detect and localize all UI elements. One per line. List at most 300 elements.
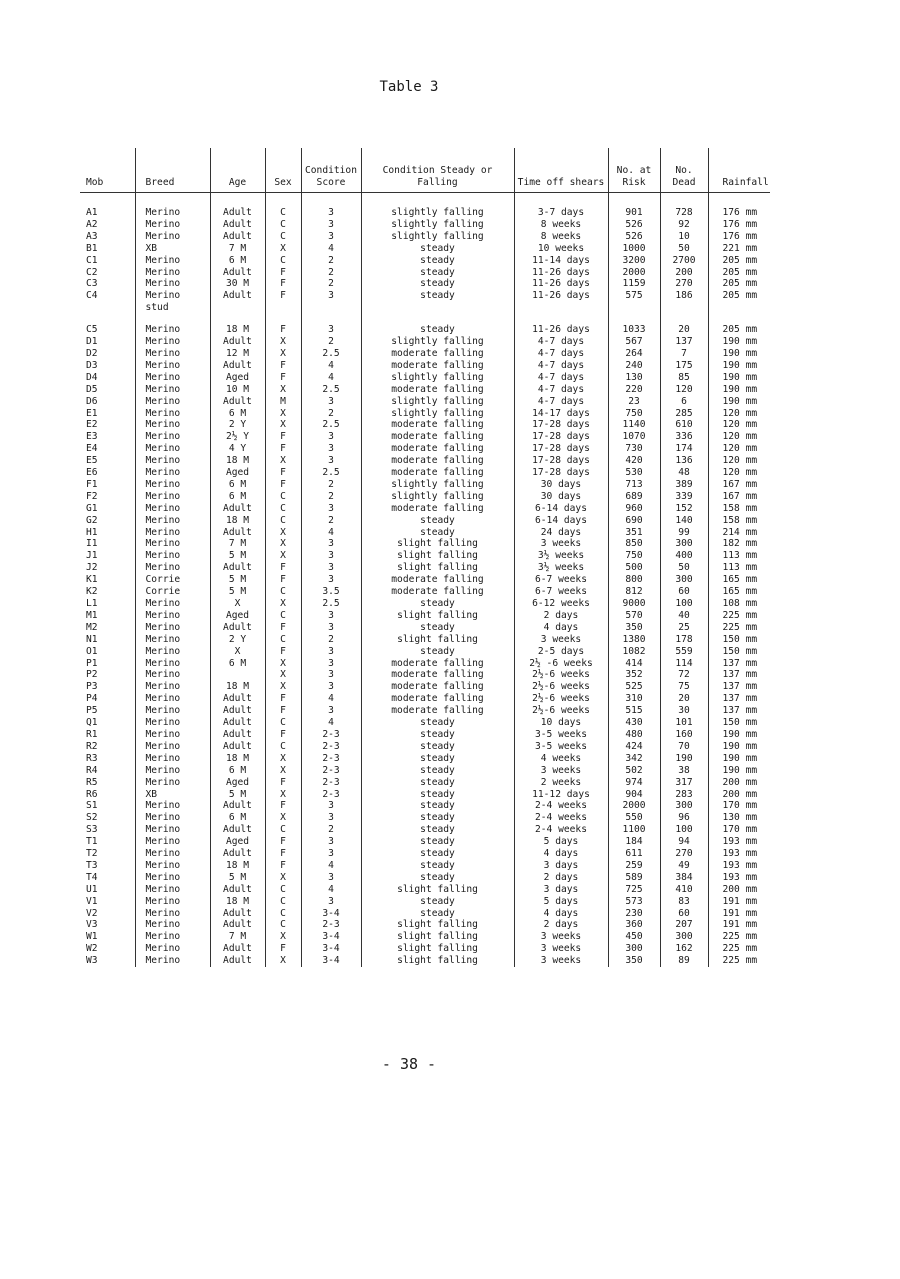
table-cell: 191 mm <box>708 896 770 908</box>
column-header: No. at Risk <box>608 148 660 193</box>
table-cell: 515 <box>608 705 660 717</box>
table-cell: 214 mm <box>708 527 770 539</box>
table-cell: 300 <box>660 574 708 586</box>
table-cell: 18 M <box>210 515 265 527</box>
table-cell: Adult <box>210 622 265 634</box>
table-cell: E4 <box>86 443 98 455</box>
table-cell: 101 <box>660 717 708 729</box>
table-cell: slightly falling <box>361 231 514 243</box>
table-cell: 160 <box>660 729 708 741</box>
table-cell: 689 <box>608 491 660 503</box>
table-cell: 690 <box>608 515 660 527</box>
table-cell: 17-28 days <box>514 419 608 431</box>
table-row <box>80 396 770 408</box>
table-cell: Merino <box>135 290 210 302</box>
table-cell: V3 <box>86 919 98 931</box>
table-cell: P3 <box>86 681 98 693</box>
table-row <box>80 562 770 574</box>
table-cell: steady <box>361 777 514 789</box>
table-cell: 420 <box>608 455 660 467</box>
table-cell: slightly falling <box>361 479 514 491</box>
table-cell: 3½ weeks <box>514 562 608 574</box>
table-cell: 1100 <box>608 824 660 836</box>
table-cell: 2.5 <box>301 467 361 479</box>
table-cell: 190 mm <box>708 396 770 408</box>
table-cell: 3 <box>301 550 361 562</box>
table-cell: X <box>265 408 301 420</box>
table-cell: 152 <box>660 503 708 515</box>
table-cell: 6-12 weeks <box>514 598 608 610</box>
table-cell: 9000 <box>608 598 660 610</box>
table-cell: Adult <box>210 503 265 515</box>
table-cell: C <box>265 491 301 503</box>
table-cell: moderate falling <box>361 574 514 586</box>
table-cell: J2 <box>86 562 98 574</box>
table-cell: C2 <box>86 266 98 278</box>
table-cell: 1380 <box>608 634 660 646</box>
table-cell: D3 <box>86 359 98 371</box>
table-cell: 502 <box>608 765 660 777</box>
column-header: Time off shears <box>514 148 608 193</box>
table-cell: 24 days <box>514 527 608 539</box>
table-cell: 190 <box>660 753 708 765</box>
table-cell: slightly falling <box>361 408 514 420</box>
table-cell: 30 days <box>514 479 608 491</box>
table-cell: W2 <box>86 943 98 955</box>
table-cell: P1 <box>86 657 98 669</box>
table-cell: 336 <box>660 431 708 443</box>
table-cell: 550 <box>608 812 660 824</box>
table-row <box>80 848 770 860</box>
table-cell: 2-3 <box>301 729 361 741</box>
table-cell: U1 <box>86 883 98 895</box>
table-cell: 7 <box>660 348 708 360</box>
table-cell: 3 <box>301 872 361 884</box>
table-cell: X <box>265 336 301 348</box>
table-cell: 11-26 days <box>514 267 608 279</box>
table-cell: C <box>265 896 301 908</box>
table-cell: slightly falling <box>361 491 514 503</box>
table-cell: 205 mm <box>708 290 770 302</box>
table-cell: 2-3 <box>301 765 361 777</box>
table-cell: 2-5 days <box>514 646 608 658</box>
table-cell: XB <box>135 243 210 255</box>
table-cell: 300 <box>660 538 708 550</box>
table-cell: 190 mm <box>708 360 770 372</box>
table-cell: 176 mm <box>708 219 770 231</box>
table-cell: 5 M <box>210 789 265 801</box>
table-cell: 4 days <box>514 622 608 634</box>
table-cell: 3 <box>301 396 361 408</box>
table-cell: T1 <box>86 836 98 848</box>
table-row <box>80 372 770 384</box>
table-cell: X <box>265 538 301 550</box>
table-cell: C <box>265 515 301 527</box>
table-cell: 48 <box>660 467 708 479</box>
table-cell <box>301 302 361 314</box>
table-row <box>80 503 770 515</box>
table-cell: C4 <box>86 290 98 302</box>
table-cell: X <box>265 348 301 360</box>
table-cell: 5 M <box>210 586 265 598</box>
table-cell: 6 M <box>210 255 265 267</box>
table-cell: 3 <box>301 836 361 848</box>
table-cell: 72 <box>660 669 708 681</box>
table-cell: 3 days <box>514 860 608 872</box>
table-cell: X <box>265 872 301 884</box>
table-cell: Merino <box>135 836 210 848</box>
table-row <box>80 824 770 836</box>
table-cell: G2 <box>86 514 98 526</box>
table-cell: 2700 <box>660 255 708 267</box>
table-row <box>80 278 770 290</box>
table-cell: 4 <box>301 372 361 384</box>
table-cell: 193 mm <box>708 848 770 860</box>
table-cell: 137 mm <box>708 705 770 717</box>
table-cell: slight falling <box>361 562 514 574</box>
table-cell: 3-4 <box>301 908 361 920</box>
table-cell: X <box>265 658 301 670</box>
table-row <box>80 515 770 527</box>
table-cell: C <box>265 231 301 243</box>
table-cell: 205 mm <box>708 278 770 290</box>
table-cell: W1 <box>86 931 98 943</box>
table-cell: Adult <box>210 848 265 860</box>
table-cell: moderate falling <box>361 384 514 396</box>
table-cell: 50 <box>660 562 708 574</box>
table-cell: steady <box>361 267 514 279</box>
table-row <box>80 658 770 670</box>
table-cell: 100 <box>660 598 708 610</box>
table-cell: R6 <box>86 788 98 800</box>
table-cell: 3 <box>301 669 361 681</box>
table-cell: 4-7 days <box>514 396 608 408</box>
table-cell: X <box>265 598 301 610</box>
table-cell: slightly falling <box>361 336 514 348</box>
table-cell: Adult <box>210 741 265 753</box>
table-cell: K2 <box>86 586 98 598</box>
table-cell: 170 mm <box>708 824 770 836</box>
table-cell: 351 <box>608 527 660 539</box>
table-cell: 850 <box>608 538 660 550</box>
table-cell: Merino <box>135 396 210 408</box>
table-cell: A2 <box>86 218 98 230</box>
table-cell: 200 mm <box>708 777 770 789</box>
table-cell: Merino <box>135 705 210 717</box>
table-cell: 99 <box>660 527 708 539</box>
table-cell: 100 <box>660 824 708 836</box>
table-row <box>80 574 770 586</box>
table-cell: 5 M <box>210 574 265 586</box>
table-cell: Merino <box>135 455 210 467</box>
table-cell: 4-7 days <box>514 360 608 372</box>
table-cell: steady <box>361 255 514 267</box>
table-cell: Merino <box>135 336 210 348</box>
table-cell: 4 <box>301 360 361 372</box>
table-cell: 120 mm <box>708 455 770 467</box>
table-cell: C1 <box>86 254 98 266</box>
table-cell: 3 <box>301 848 361 860</box>
table-cell: Merino <box>135 598 210 610</box>
table-cell: 904 <box>608 789 660 801</box>
table-cell: M2 <box>86 621 98 633</box>
table-cell: Merino <box>135 527 210 539</box>
table-cell: steady <box>361 908 514 920</box>
table-cell: Merino <box>135 431 210 443</box>
table-cell: 7 M <box>210 243 265 255</box>
table-cell: 191 mm <box>708 908 770 920</box>
table-row <box>80 431 770 443</box>
table-row <box>80 360 770 372</box>
table-cell: R5 <box>86 776 98 788</box>
table-cell: Merino <box>135 491 210 503</box>
table-cell: X <box>210 598 265 610</box>
table-cell: B1 <box>86 242 98 254</box>
table-cell: C <box>265 824 301 836</box>
table-cell: Merino <box>135 848 210 860</box>
table-cell: 352 <box>608 669 660 681</box>
table-cell: steady <box>361 836 514 848</box>
mortality-table <box>80 148 770 967</box>
table-cell: moderate falling <box>361 586 514 598</box>
table-cell: slight falling <box>361 538 514 550</box>
table-cell: Corrie <box>135 574 210 586</box>
table-cell: T3 <box>86 859 98 871</box>
table-cell: Merino <box>135 408 210 420</box>
table-cell: 190 mm <box>708 729 770 741</box>
table-cell: 410 <box>660 884 708 896</box>
table-cell: F <box>265 278 301 290</box>
table-cell: Merino <box>135 812 210 824</box>
table-cell: 317 <box>660 777 708 789</box>
table-cell: 182 mm <box>708 538 770 550</box>
table-cell: F <box>265 848 301 860</box>
table-cell: 974 <box>608 777 660 789</box>
table-cell: steady <box>361 896 514 908</box>
table-cell: Merino <box>135 800 210 812</box>
table-cell: 3 <box>301 562 361 574</box>
column-header: No. Dead <box>660 148 708 193</box>
table-row <box>80 598 770 610</box>
table-cell: C5 <box>86 324 98 336</box>
table-cell: 2 <box>301 634 361 646</box>
table-cell: 162 <box>660 943 708 955</box>
table-cell: 4 Y <box>210 443 265 455</box>
table-cell: 60 <box>660 908 708 920</box>
table-cell: 3 weeks <box>514 931 608 943</box>
table-cell <box>660 302 708 314</box>
table-row <box>80 610 770 622</box>
table-cell: 7 M <box>210 931 265 943</box>
table-cell: H1 <box>86 526 98 538</box>
table-cell: F <box>265 800 301 812</box>
table-cell: A1 <box>86 207 98 218</box>
table-cell: moderate falling <box>361 503 514 515</box>
table-cell: 3 <box>301 658 361 670</box>
table-cell: 389 <box>660 479 708 491</box>
table-row <box>80 479 770 491</box>
table-cell: Merino <box>135 550 210 562</box>
table-cell: F <box>265 562 301 574</box>
table-cell: 30 days <box>514 491 608 503</box>
table-cell: 3 <box>301 231 361 243</box>
table-cell: 11-12 days <box>514 789 608 801</box>
table-cell: E5 <box>86 455 98 467</box>
table-cell: X <box>265 384 301 396</box>
table-row <box>80 219 770 231</box>
table-cell: 6 M <box>210 658 265 670</box>
table-cell: Merino <box>135 231 210 243</box>
table-cell: V2 <box>86 907 98 919</box>
table-row <box>80 336 770 348</box>
table-row <box>80 919 770 931</box>
table-cell: 1033 <box>608 314 660 336</box>
table-cell: 85 <box>660 372 708 384</box>
table-cell: 186 <box>660 290 708 302</box>
table-row <box>80 836 770 848</box>
table-cell: 38 <box>660 765 708 777</box>
table-cell: Adult <box>210 360 265 372</box>
table-cell: X <box>265 812 301 824</box>
table-cell: 259 <box>608 860 660 872</box>
table-cell: 3.5 <box>301 586 361 598</box>
table-cell: 2000 <box>608 267 660 279</box>
table-row <box>80 243 770 255</box>
table-cell: Merino <box>135 884 210 896</box>
table-cell: 10 <box>660 231 708 243</box>
table-cell: F2 <box>86 490 98 502</box>
table-title: Table 3 <box>379 79 439 95</box>
table-cell: 17-28 days <box>514 467 608 479</box>
table-cell: Aged <box>210 836 265 848</box>
table-cell: 285 <box>660 408 708 420</box>
table-cell: D1 <box>86 336 98 348</box>
table-cell: Merino <box>135 267 210 279</box>
table-cell: F <box>265 943 301 955</box>
table-cell: C <box>265 717 301 729</box>
table-cell: Merino <box>135 193 210 219</box>
table-row <box>80 777 770 789</box>
table-cell: C3 <box>86 278 98 290</box>
table-cell: steady <box>361 243 514 255</box>
table-cell: 5 days <box>514 896 608 908</box>
table-cell: 193 mm <box>708 872 770 884</box>
table-cell: 113 mm <box>708 550 770 562</box>
table-cell: 2 <box>301 515 361 527</box>
table-cell: 96 <box>660 812 708 824</box>
table-cell: 137 mm <box>708 693 770 705</box>
table-cell: 424 <box>608 741 660 753</box>
table-cell: Merino <box>135 919 210 931</box>
table-cell: Merino <box>135 896 210 908</box>
table-cell: Adult <box>210 527 265 539</box>
table-cell: 2½-6 weeks <box>514 705 608 717</box>
table-cell: Adult <box>210 908 265 920</box>
table-cell <box>210 302 265 314</box>
table-cell: 270 <box>660 848 708 860</box>
table-cell: Merino <box>135 824 210 836</box>
table-cell: X <box>265 681 301 693</box>
table-cell: Adult <box>210 705 265 717</box>
table-cell: 158 mm <box>708 503 770 515</box>
table-cell: Merino <box>135 753 210 765</box>
table-cell: 193 mm <box>708 836 770 848</box>
table-cell: moderate falling <box>361 443 514 455</box>
table-cell: 4 days <box>514 848 608 860</box>
table-cell: 2.5 <box>301 598 361 610</box>
table-cell: 18 M <box>210 314 265 336</box>
table-cell: Merino <box>135 646 210 658</box>
table-cell: 190 mm <box>708 753 770 765</box>
table-cell: 176 mm <box>708 193 770 219</box>
table-cell: Merino <box>135 860 210 872</box>
table-cell: X <box>265 753 301 765</box>
table-cell: 2½-6 weeks <box>514 693 608 705</box>
table-cell: 150 mm <box>708 634 770 646</box>
table-row <box>80 908 770 920</box>
table-row <box>80 538 770 550</box>
table-cell: Adult <box>210 955 265 967</box>
table-cell: 1000 <box>608 243 660 255</box>
table-cell: 3 <box>301 896 361 908</box>
table-cell: 264 <box>608 348 660 360</box>
table-cell: 3 <box>301 681 361 693</box>
table-cell: stud <box>135 302 210 314</box>
table-cell: 300 <box>608 943 660 955</box>
table-cell: Merino <box>135 219 210 231</box>
table-cell: 2-3 <box>301 789 361 801</box>
table-cell: 4 days <box>514 908 608 920</box>
table-cell: 6 M <box>210 765 265 777</box>
table-cell: Merino <box>135 372 210 384</box>
table-cell: 3-5 weeks <box>514 729 608 741</box>
table-cell: Merino <box>135 562 210 574</box>
table-cell: X <box>265 669 301 681</box>
table-cell: slightly falling <box>361 396 514 408</box>
table-cell: 3 <box>301 219 361 231</box>
table-cell: 2 <box>301 255 361 267</box>
table-cell: 2-3 <box>301 919 361 931</box>
table-cell: 20 <box>660 314 708 336</box>
table-cell: 176 mm <box>708 231 770 243</box>
table-cell: 3 <box>301 503 361 515</box>
table-cell: Merino <box>135 908 210 920</box>
table-cell: 4 <box>301 717 361 729</box>
table-cell: 3 <box>301 574 361 586</box>
table-cell: 190 mm <box>708 336 770 348</box>
table-cell: slight falling <box>361 943 514 955</box>
table-cell: 3 weeks <box>514 765 608 777</box>
table-cell: 6 M <box>210 408 265 420</box>
table-cell: 221 mm <box>708 243 770 255</box>
table-cell: 3-7 days <box>514 193 608 219</box>
table-cell: slight falling <box>361 550 514 562</box>
table-cell: 200 mm <box>708 789 770 801</box>
table-cell: Merino <box>135 931 210 943</box>
column-header: Sex <box>265 148 301 193</box>
table-cell: 3 <box>301 538 361 550</box>
table-cell: 3-4 <box>301 943 361 955</box>
table-cell: 136 <box>660 455 708 467</box>
table-cell: 6 M <box>210 479 265 491</box>
table-row <box>80 314 770 336</box>
table-cell: 3-4 <box>301 955 361 967</box>
table-cell: 611 <box>608 848 660 860</box>
table-cell: 2.5 <box>301 348 361 360</box>
table-cell: steady <box>361 622 514 634</box>
table-cell: 3 <box>301 443 361 455</box>
table-cell: 137 mm <box>708 669 770 681</box>
